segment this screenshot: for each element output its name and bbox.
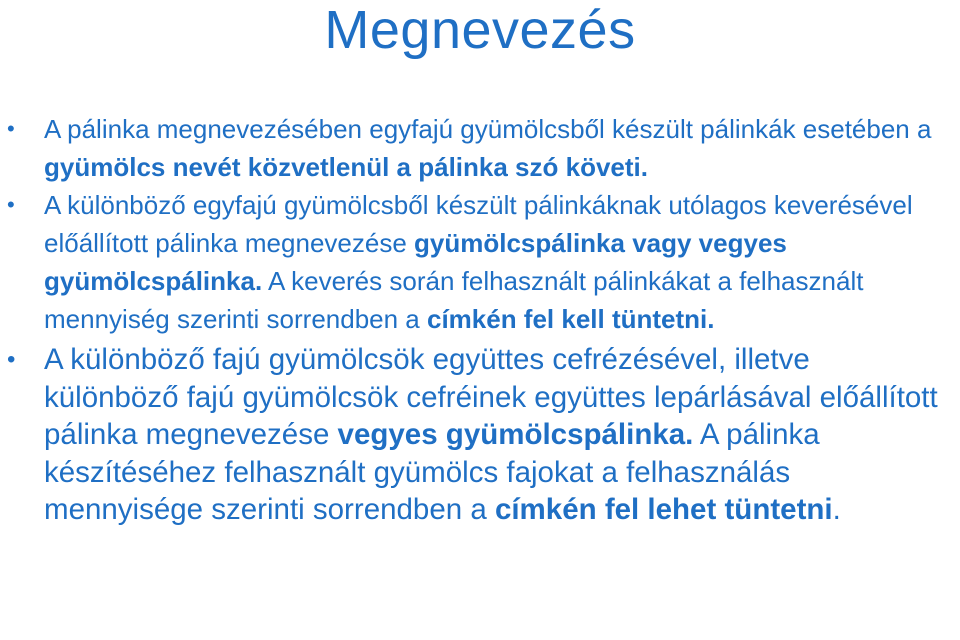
bullet-2-text-3: A keverés során felhasznált pálinkákat a felhasznált mennyiség szerinti sorrendben a [44, 266, 864, 334]
bullet-item-2 [0, 186, 960, 338]
bullet-dot-icon: • [7, 116, 15, 141]
bullet-item-1 [0, 110, 960, 186]
bullet-3-text-4: címkén fel lehet tüntetni [494, 493, 833, 526]
bullet-2-text-4: címkén fel kell tüntetni. [426, 304, 715, 334]
bullet-2-text-2: gyümölcspálinka vagy vegyes gyümölcspálinka. [44, 228, 787, 296]
bullet-1-text-1: A pálinka megnevezésében egyfajú gyümölcsből készült pálinkák esetében a [44, 114, 932, 144]
bullet-3-text-3: A pálinka készítéséhez felhasznált gyümölcs fajokat a felhasználás mennyisége szerinti sorrendben a [44, 418, 820, 526]
bullet-item-3 [0, 341, 960, 529]
bullet-list [0, 110, 960, 529]
slide-title: Megnevezés [324, 0, 636, 60]
bullet-1-text-2: gyümölcs nevét közvetlenül a pálinka szó követi. [44, 152, 648, 182]
bullet-3-text-5: . [832, 493, 841, 526]
bullet-dot-icon: • [7, 346, 16, 373]
bullet-3-text-1: A különböző fajú gyümölcsök együttes cefrézésével, illetve különböző fajú gyümölcsök cefréinek együttes lepárlásával előállított pálinka megnevezése [44, 343, 938, 451]
bullet-2-text-1: A különböző egyfajú gyümölcsből készült pálinkáknak utólagos keverésével előállított pálinka megnevezése [44, 190, 913, 258]
bullet-3-text-2: vegyes gyümölcspálinka. [337, 418, 694, 451]
bullet-dot-icon: • [7, 192, 15, 217]
